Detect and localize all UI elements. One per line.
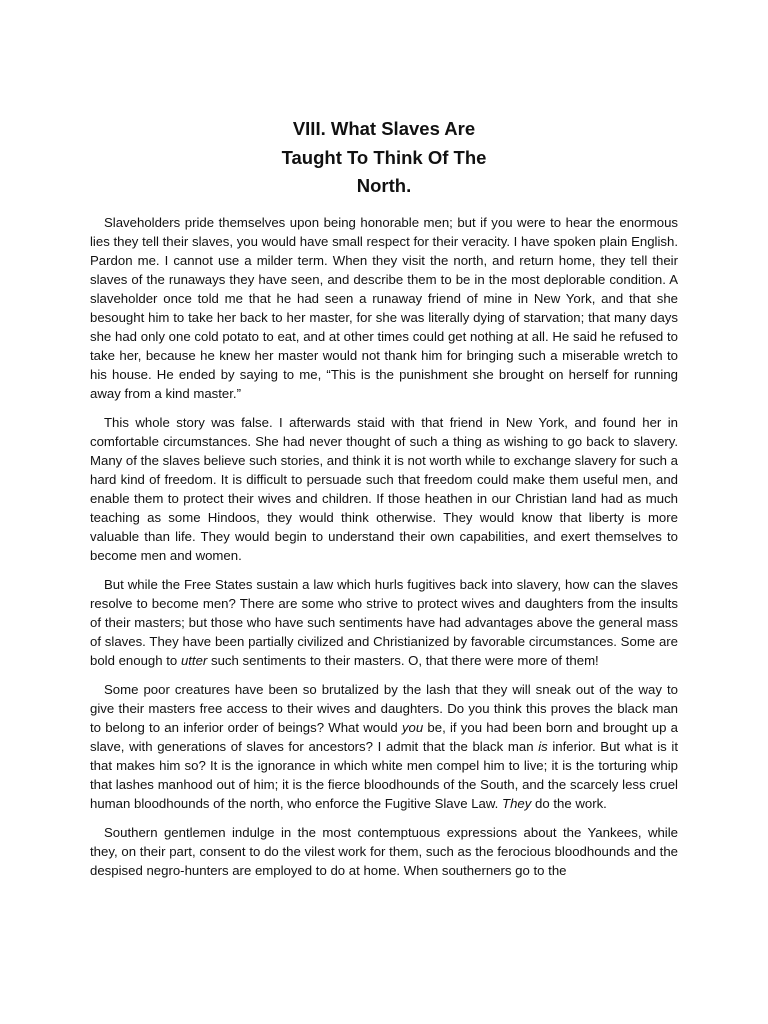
italic-text-segment: They [502, 796, 532, 811]
text-segment: This whole story was false. I afterwards staid with that friend in New York, and found her in comfortable circumstances. She had never thought of such a thing as wishing to go back to slavery. Many of the slaves believe such stories, and think it is not worth while to exchange slavery for such a hard kind of freedom. It is difficult to persuade such that freedom could make them useful men, and enable them to protect their wives and children. If those heathen in our Christian land had as much teaching as some Hindoos, they would think otherwise. They would know that liberty is more valuable than life. They would begin to understand their own capabilities, and exert themselves to become men and women. [90, 415, 678, 563]
paragraph [90, 213, 678, 403]
text-segment: Some poor creatures have been so brutalized by the lash that they will sneak out of the way to give their masters free access to their wives and daughters. Do you think this proves the black man to belong to an inferior order of beings? What would [90, 682, 678, 735]
text-segment: But while the Free States sustain a law which hurls fugitives back into slavery, how can the slaves resolve to become men? There are some who strive to protect wives and daughters from the insults of their masters; but those who have such sentiments have had advantages above the general mass of slaves. They have been partially civilized and Christianized by favorable circumstances. Some are bold enough to [90, 577, 678, 668]
text-segment: be, if you had been born and brought up a slave, with generations of slaves for ancestors? I admit that the black man [90, 720, 678, 754]
text-segment: Slaveholders pride themselves upon being honorable men; but if you were to hear the enormous lies they tell their slaves, you would have small respect for their veracity. I have spoken plain English. Pardon me. I cannot use a milder term. When they visit the north, and return home, they tell their slaves of the runaways they have seen, and describe them to be in the most deplorable condition. A slaveholder once told me that he had seen a runaway friend of mine in New York, and that she besought him to take her back to her master, for she was literally dying of starvation; that many days she had only one cold potato to eat, and at other times could get nothing at all. He said he refused to take her, because he knew her master would not thank him for bringing such a miserable wretch to his house. He ended by saying to me, “This is the punishment she brought on herself for running away from a kind master.” [90, 215, 678, 401]
paragraph [90, 413, 678, 565]
chapter-title-line: North. [356, 175, 412, 196]
chapter-title-line: Taught To Think Of The [281, 146, 487, 168]
chapter-title-line: VIII. What Slaves Are [292, 118, 476, 139]
paragraph [90, 823, 678, 880]
text-segment: inferior. But what is it that makes him so? It is the ignorance in which white men compel him to live; it is the torturing whip that lashes manhood out of him; it is the fierce bloodhounds of the South, and the scarcely less cruel human bloodhounds of the north, who enforce the Fugitive Slave Law. [90, 739, 678, 811]
chapter-title [200, 115, 568, 201]
paragraph [90, 680, 678, 813]
italic-text-segment: utter [180, 653, 208, 668]
text-segment: Southern gentlemen indulge in the most contemptuous expressions about the Yankees, while they, on their part, consent to do the vilest work for them, such as the ferocious bloodhounds and the despised negro-hunters are employed to do at home. When southerners go to the [90, 825, 678, 878]
italic-text-segment: you [401, 720, 424, 735]
italic-text-segment: is [538, 739, 548, 754]
chapter-body [90, 213, 678, 880]
text-segment: such sentiments to their masters. O, that there were more of them! [207, 653, 599, 668]
paragraph [90, 575, 678, 670]
text-segment: do the work. [531, 796, 607, 811]
